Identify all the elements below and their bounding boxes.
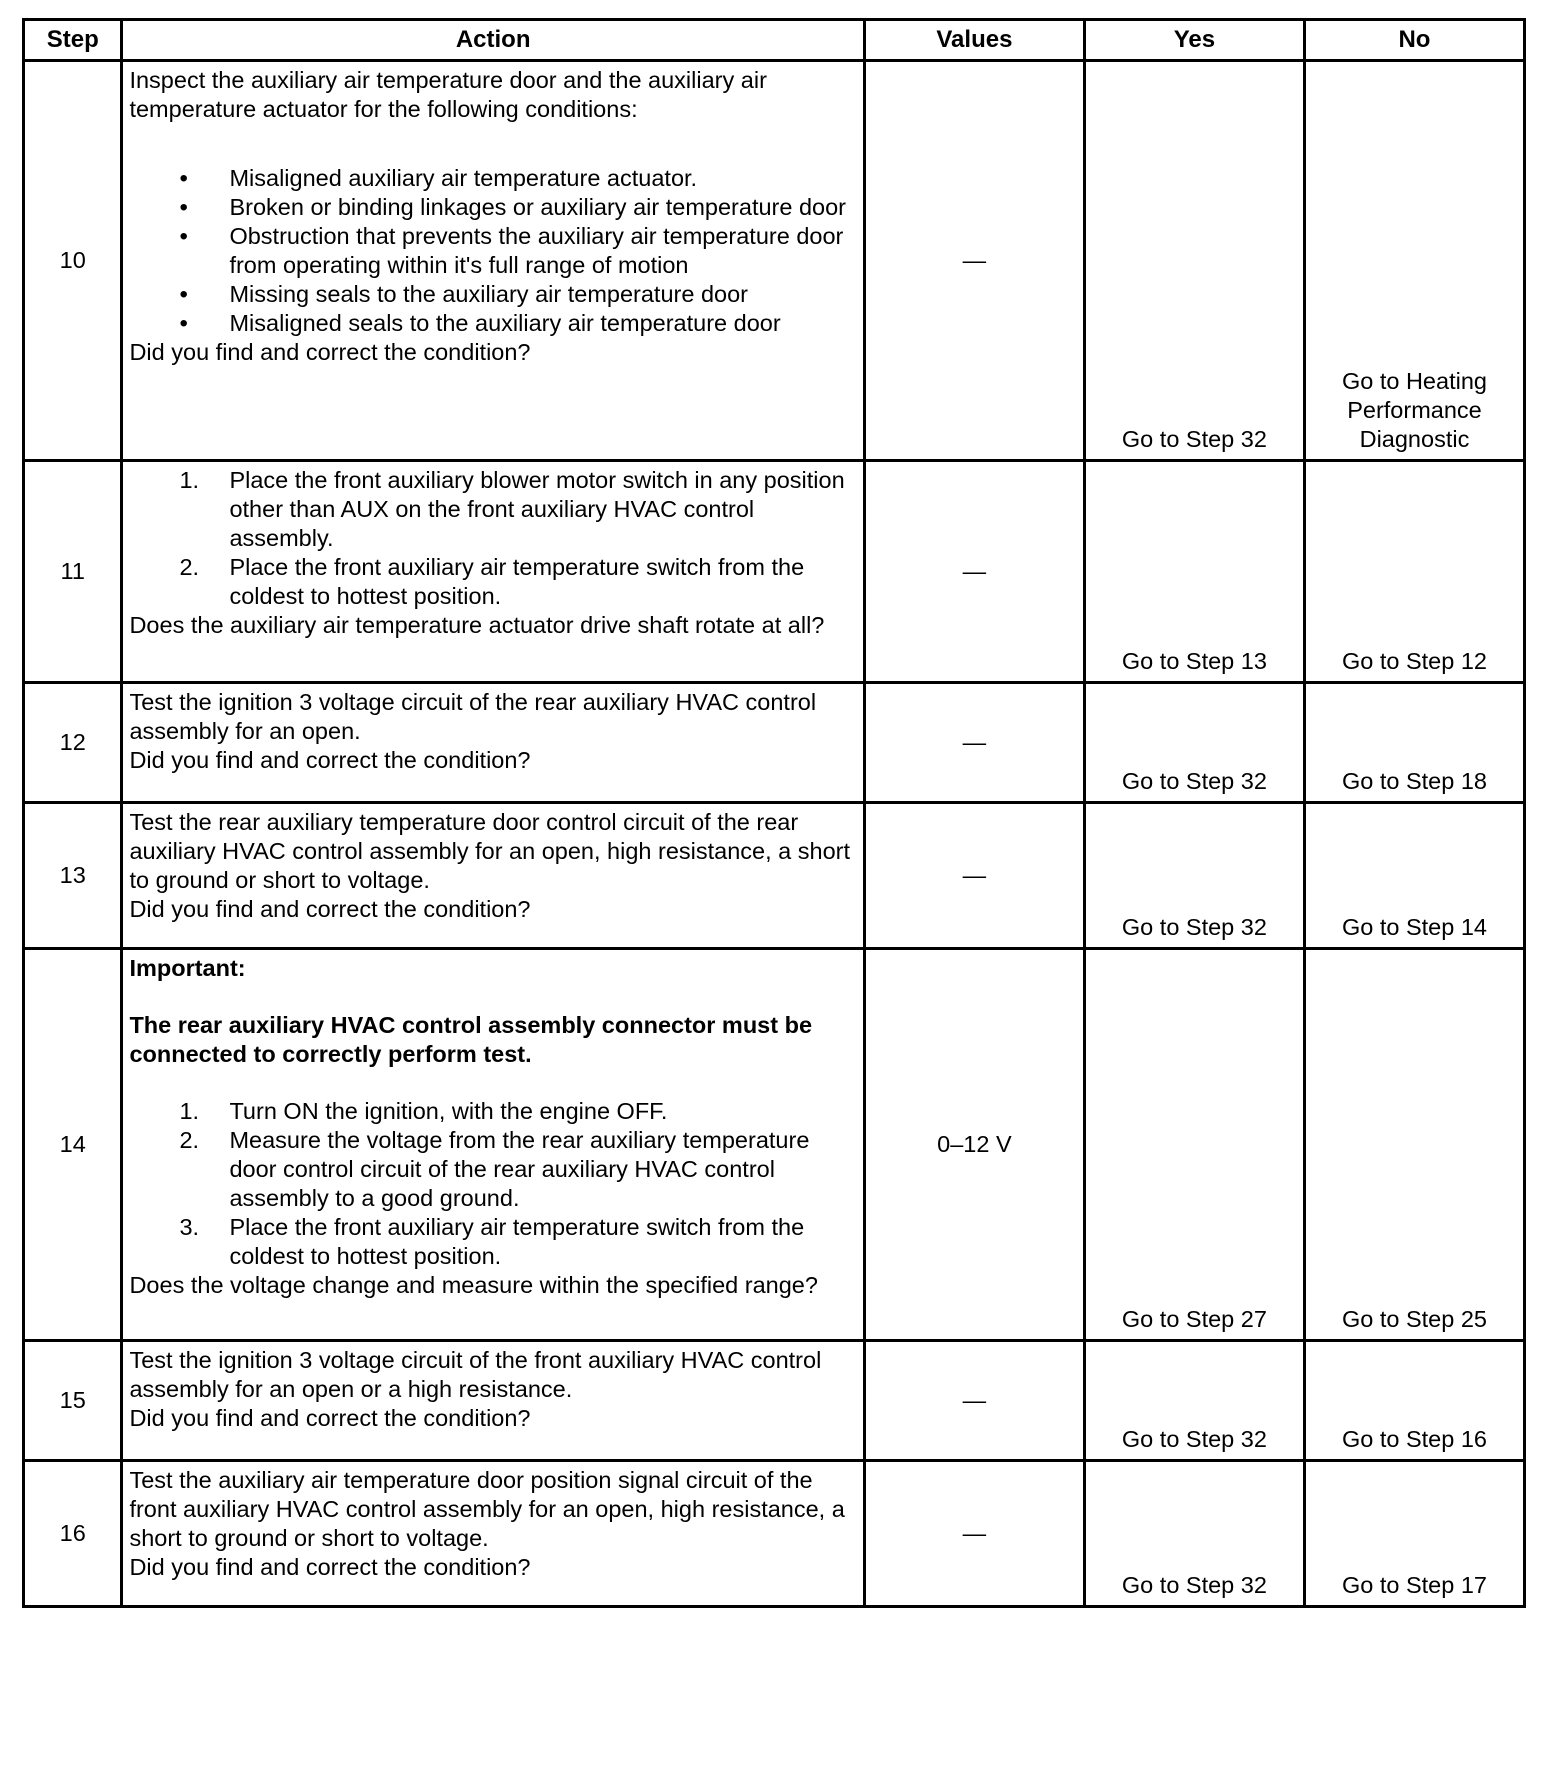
- list-item: • Broken or binding linkages or auxiliary air temperature door: [129, 193, 856, 222]
- action-question: Does the voltage change and measure within the specified range?: [129, 1272, 818, 1298]
- value-cell: —: [864, 61, 1084, 461]
- value-cell: —: [864, 683, 1084, 803]
- no-cell: Go to Step 16: [1304, 1341, 1524, 1461]
- table-row: [24, 1341, 1525, 1461]
- no-cell: Go to Heating Performance Diagnostic: [1304, 61, 1524, 461]
- condition-list: [129, 164, 856, 338]
- table-row: [24, 949, 1525, 1341]
- list-item: • Missing seals to the auxiliary air temperature door: [129, 280, 856, 309]
- step-number: 10: [24, 61, 122, 461]
- action-intro: Test the ignition 3 voltage circuit of the rear auxiliary HVAC control assembly for an open.: [129, 689, 817, 744]
- list-item: • Misaligned auxiliary air temperature actuator.: [129, 164, 856, 193]
- value-cell: —: [864, 1461, 1084, 1607]
- list-item: 1. Place the front auxiliary blower motor switch in any position other than AUX on the front auxiliary HVAC control assembly.: [179, 467, 845, 551]
- action-cell: [122, 683, 864, 803]
- important-note: The rear auxiliary HVAC control assembly connector must be connected to correctly perform test.: [129, 1012, 813, 1067]
- yes-cell: Go to Step 27: [1084, 949, 1304, 1341]
- list-item: 2. Place the front auxiliary air temperature switch from the coldest to hottest position.: [179, 554, 805, 609]
- header-row: [24, 20, 1525, 61]
- diagnostic-table-container: [22, 18, 1526, 1608]
- action-cell: [122, 1341, 864, 1461]
- procedure-list: [129, 1097, 856, 1271]
- action-question: Did you find and correct the condition?: [129, 1405, 531, 1431]
- table-row: [24, 1461, 1525, 1607]
- yes-cell: Go to Step 32: [1084, 683, 1304, 803]
- action-cell: [122, 803, 864, 949]
- step-number: 12: [24, 683, 122, 803]
- value-cell: 0–12 V: [864, 949, 1084, 1341]
- important-label: Important:: [129, 955, 246, 981]
- table-row: [24, 461, 1525, 683]
- action-question: Did you find and correct the condition?: [129, 747, 531, 773]
- yes-cell: Go to Step 32: [1084, 803, 1304, 949]
- table-row: [24, 803, 1525, 949]
- diagnostic-table: [22, 18, 1526, 1608]
- action-question: Did you find and correct the condition?: [129, 896, 531, 922]
- list-item: • Misaligned seals to the auxiliary air temperature door: [129, 309, 856, 338]
- action-intro: Test the auxiliary air temperature door position signal circuit of the front auxiliary HVAC control assembly for an open, high resistance, a short to ground or short to voltage.: [129, 1467, 845, 1551]
- list-item: 2. Measure the voltage from the rear auxiliary temperature door control circuit of the rear auxiliary HVAC control assembly to a good ground.: [179, 1127, 810, 1211]
- yes-cell: Go to Step 32: [1084, 1461, 1304, 1607]
- action-question: Did you find and correct the condition?: [129, 1554, 531, 1580]
- step-number: 15: [24, 1341, 122, 1461]
- action-intro: Inspect the auxiliary air temperature door and the auxiliary air temperature actuator for the following conditions:: [129, 67, 767, 122]
- step-number: 14: [24, 949, 122, 1341]
- action-intro: Test the ignition 3 voltage circuit of the front auxiliary HVAC control assembly for an open or a high resistance.: [129, 1347, 822, 1402]
- yes-cell: Go to Step 32: [1084, 61, 1304, 461]
- no-cell: Go to Step 25: [1304, 949, 1524, 1341]
- no-cell: Go to Step 18: [1304, 683, 1524, 803]
- procedure-list: [129, 466, 856, 611]
- action-question: Did you find and correct the condition?: [129, 339, 531, 365]
- step-number: 16: [24, 1461, 122, 1607]
- step-number: 13: [24, 803, 122, 949]
- header-values: Values: [864, 20, 1084, 61]
- header-yes: Yes: [1084, 20, 1304, 61]
- no-cell: Go to Step 17: [1304, 1461, 1524, 1607]
- header-action: Action: [122, 20, 864, 61]
- yes-cell: Go to Step 13: [1084, 461, 1304, 683]
- action-cell: [122, 461, 864, 683]
- step-number: 11: [24, 461, 122, 683]
- value-cell: —: [864, 461, 1084, 683]
- no-cell: Go to Step 14: [1304, 803, 1524, 949]
- list-item: 3. Place the front auxiliary air temperature switch from the coldest to hottest position.: [179, 1214, 805, 1269]
- action-question: Does the auxiliary air temperature actuator drive shaft rotate at all?: [129, 612, 825, 638]
- yes-cell: Go to Step 32: [1084, 1341, 1304, 1461]
- list-item: • Obstruction that prevents the auxiliary air temperature door from operating within it's full range of motion: [129, 222, 856, 280]
- action-cell: [122, 949, 864, 1341]
- table-row: [24, 683, 1525, 803]
- action-cell: [122, 61, 864, 461]
- value-cell: —: [864, 803, 1084, 949]
- header-step: Step: [24, 20, 122, 61]
- action-cell: [122, 1461, 864, 1607]
- list-item: 1. Turn ON the ignition, with the engine OFF.: [179, 1098, 668, 1124]
- table-row: [24, 61, 1525, 461]
- no-cell: Go to Step 12: [1304, 461, 1524, 683]
- header-no: No: [1304, 20, 1524, 61]
- value-cell: —: [864, 1341, 1084, 1461]
- action-intro: Test the rear auxiliary temperature door control circuit of the rear auxiliary HVAC control assembly for an open, high resistance, a short to ground or short to voltage.: [129, 809, 851, 893]
